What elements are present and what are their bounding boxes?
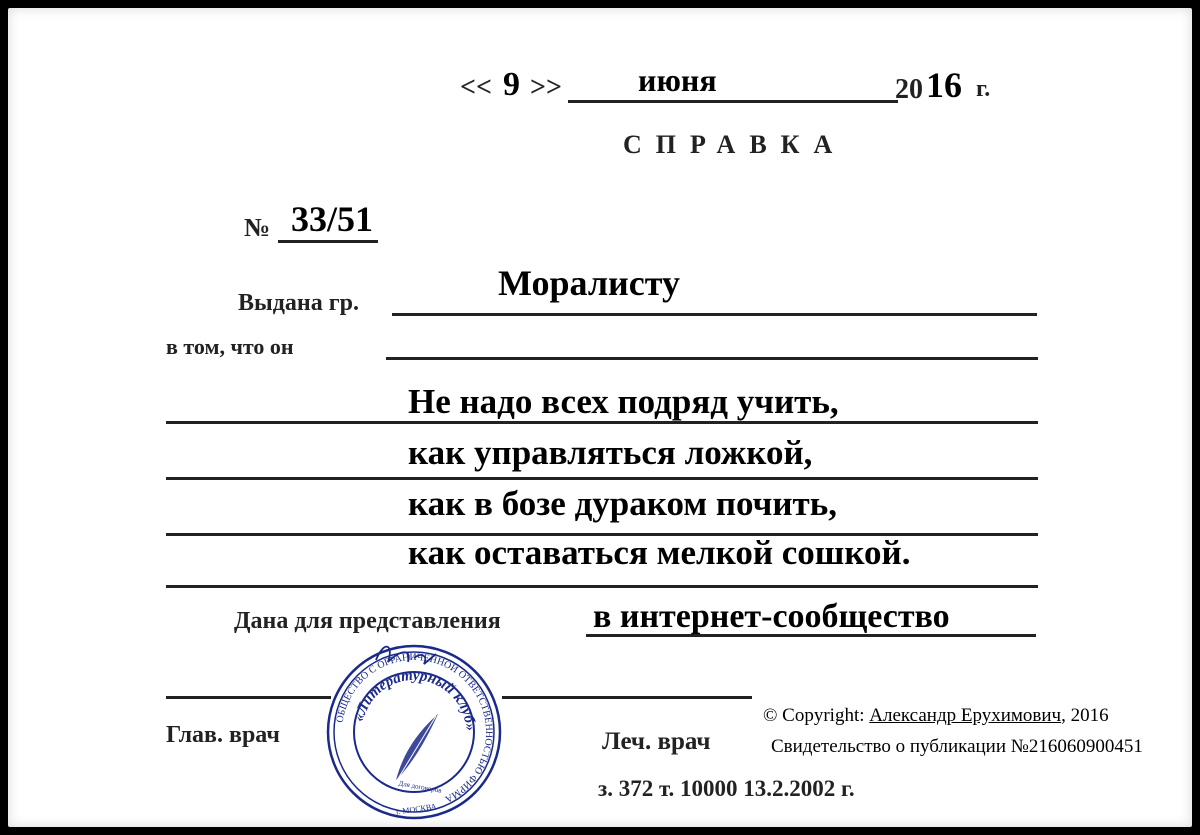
given-for-label: Дана для представления [234,608,501,634]
statement-line-5 [166,585,1038,588]
copyright-line [763,705,1109,727]
attending-doctor-label: Леч. врач [602,728,711,755]
date-day-open: << [460,72,492,103]
poem-line-2: как управляться ложкой, [408,433,813,472]
document-number: 33/51 [291,199,374,239]
seal-city: г. МОСКВА [395,801,437,817]
poem-line-3: как в бозе дураком почить, [408,484,838,523]
chief-doctor-label: Глав. врач [166,722,280,748]
copyright-prefix: © Copyright: [763,705,870,726]
issued-to-line [392,313,1037,316]
date-day: 9 [503,66,520,103]
document-title: СПРАВКА [623,130,847,159]
copyright-year: , 2016 [1061,705,1109,726]
publication-certificate: Свидетельство о публикации №216060900451 [771,736,1143,757]
seal-bottom-small: Для договоров [397,779,443,795]
given-for-value: в интернет-сообщество [593,598,950,635]
date-year-prefix: 20 [895,74,923,105]
author-link[interactable]: Александр Ерухимович [869,705,1062,726]
poem-line-1: Не надо всех подряд учить, [408,382,839,421]
certificate-paper [8,8,1192,827]
number-line [278,240,378,243]
print-info: з. 372 т. 10000 13.2.2002 г. [598,776,855,801]
seal-inner-text: «Литературный клуб» [351,667,479,732]
issued-to-label: Выдана гр. [238,290,359,316]
statement-line-3 [166,477,1038,480]
date-month-line [568,100,898,103]
poem-line-4: как оставаться мелкой сошкой. [408,533,911,572]
seal-svg [324,640,504,825]
date-year-suffix: 16 [926,65,962,105]
seal-outer-text: ОБЩЕСТВО С ОГРАНИЧЕННОЙ ОТВЕТСТВЕННОСТЬЮ ФИРМА [334,651,495,805]
attending-doctor-line [502,696,752,699]
seal-stamp [324,640,504,825]
date-month: июня [638,62,717,98]
date-year-abbr: г. [976,76,991,102]
statement-label: в том, что он [166,334,294,359]
chief-doctor-line [166,696,331,699]
date-day-close: >> [530,72,562,103]
statement-line-1 [386,357,1038,360]
number-sign: № [244,213,271,242]
issued-to-name: Моралисту [498,263,680,303]
